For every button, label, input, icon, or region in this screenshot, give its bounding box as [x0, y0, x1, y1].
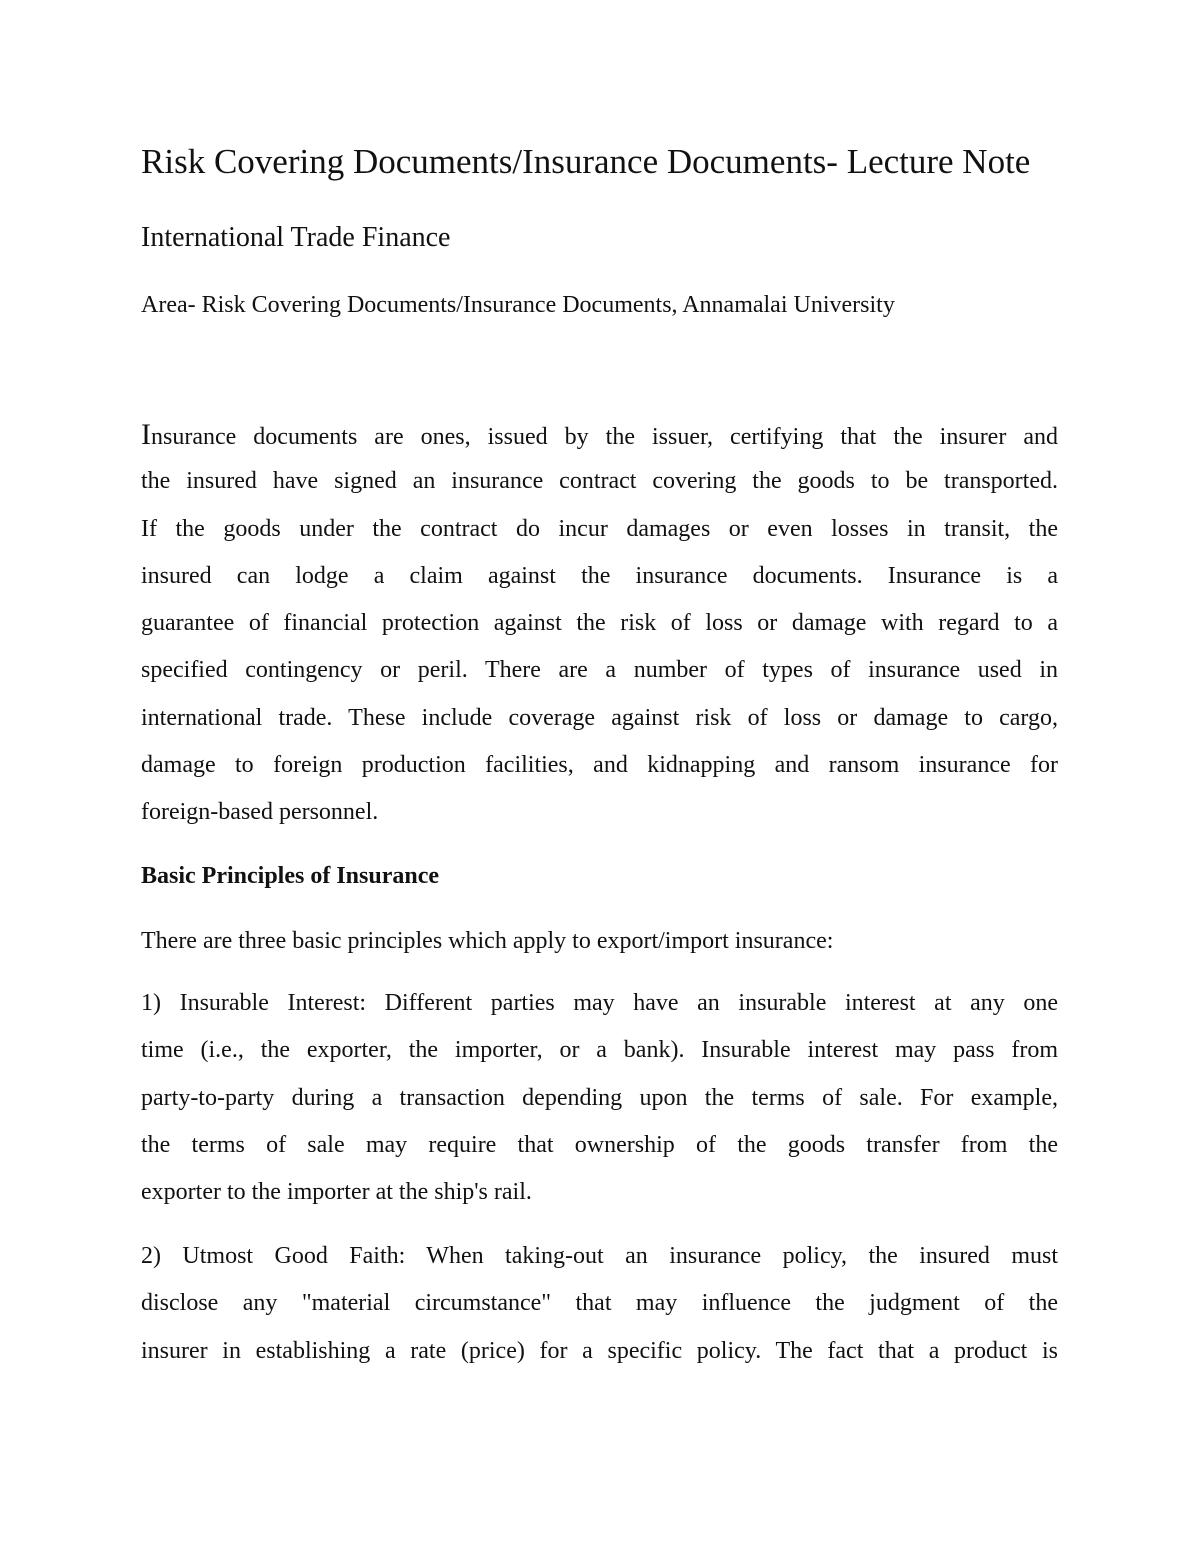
intro-line: foreign-based personnel.: [141, 799, 379, 826]
intro-line: Insurance documents are ones, issued by the issuer, certifying that the insurer and: [141, 418, 1058, 451]
section-heading: Basic Principles of Insurance: [141, 863, 439, 889]
intro-line: If the goods under the contract do incur damages or even losses in transit, the: [141, 515, 1058, 542]
document-subtitle: International Trade Finance: [141, 222, 451, 253]
principle-insurable-interest: [141, 980, 1058, 1216]
principle-utmost-good-faith: [141, 1233, 1058, 1375]
principle-line: time (i.e., the exporter, the importer, or a bank). Insurable interest may pass from: [141, 1037, 1058, 1064]
intro-line: damage to foreign production facilities, and kidnapping and ransom insurance for: [141, 752, 1058, 779]
principle-line: 1) Insurable Interest: Different parties may have an insurable interest at any one: [141, 990, 1058, 1016]
principle-line: disclose any "material circumstance" that may influence the judgment of the: [141, 1290, 1058, 1317]
document-title: Risk Covering Documents/Insurance Documents- Lecture Note: [141, 142, 1031, 181]
principle-line: the terms of sale may require that ownership of the goods transfer from the: [141, 1131, 1058, 1158]
intro-line: insured can lodge a claim against the insurance documents. Insurance is a: [141, 562, 1058, 589]
principle-line: exporter to the importer at the ship's rail.: [141, 1179, 532, 1206]
intro-paragraph: [141, 411, 1058, 837]
intro-line: guarantee of financial protection against the risk of loss or damage with regard to a: [141, 610, 1058, 637]
principle-line: party-to-party during a transaction depending upon the terms of sale. For example,: [141, 1084, 1058, 1111]
intro-line: specified contingency or peril. There are a number of types of insurance used in: [141, 657, 1058, 684]
intro-line: international trade. These include coverage against risk of loss or damage to cargo,: [141, 704, 1058, 731]
document-area: Area- Risk Covering Documents/Insurance Documents, Annamalai University: [141, 292, 895, 318]
principle-line: insurer in establishing a rate (price) for a specific policy. The fact that a product is: [141, 1337, 1058, 1364]
principle-line: 2) Utmost Good Faith: When taking-out an insurance policy, the insured must: [141, 1243, 1058, 1269]
intro-line: the insured have signed an insurance contract covering the goods to be transported.: [141, 468, 1058, 495]
section-lead: There are three basic principles which apply to export/import insurance:: [141, 928, 834, 954]
intro-dropcap: I: [141, 418, 151, 451]
